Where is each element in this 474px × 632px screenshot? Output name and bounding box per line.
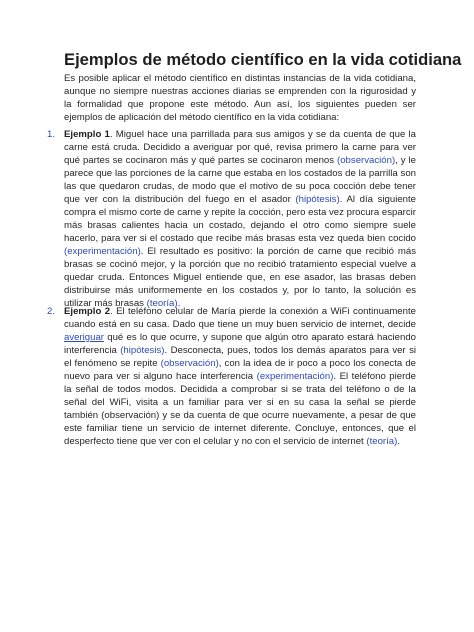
keyword-link-averiguar[interactable]: averiguar xyxy=(64,332,104,343)
keyword-experimentation: (experimentación) xyxy=(256,371,334,382)
keyword-experimentation: (experimentación) xyxy=(64,246,141,257)
example-2-text-part: . Desconecta, pues, todos los demás aparatos para ver si el fenómeno se repite xyxy=(64,345,416,369)
example-2-text-part: , con la idea de ir poco a poco los conecta de nuevo para ver si alguno hace interferencia xyxy=(64,358,416,382)
example-1 xyxy=(47,128,416,310)
example-2-text-part: . El teléfono pierde la señal de todos modos. Decidida a comprobar si se trata del teléfono o de la señal del WiFi, visita a un familiar para ver si en su casa la señal se pierde también (observación) y se da cuenta de que ocurre nuevamente, a pesar de que este familiar tiene un servicio de internet diferente. Concluye, entonces, que el desperfecto tiene que ver con el celular y no con el servicio de internet xyxy=(64,371,416,447)
example-1-text-part: , y le parece que las porciones de la carne que estaba en los costados de la parrilla son las que quedaron crudas, de modo que el motivo de su poca cocción debe tener que ver con la distribución del fuego en el asador xyxy=(64,155,416,205)
example-1-text-part: . El resultado es positivo: la porción de carne que recibió más brasas se cocinó mejor, y la porción que no recibió tratamiento especial vuelve a quedar cruda. Entonces Miguel entiende que, en ese asador, las brasas deben distribuirse más uniformemente en los costados y, por lo tanto, la solución es utilizar más brasas xyxy=(64,246,416,309)
example-1-text-part: . Al día siguiente compra el mismo corte de carne y repite la cocción, pero esta vez procura esparcir más brasas calientes hacia un costado, dejando el otro como siempre suele hacerlo, para ver si el costado que recibe más brasas esta vez queda bien cocido xyxy=(64,194,416,244)
example-2-text-part: . xyxy=(397,436,400,447)
list-number: 2. xyxy=(47,306,56,317)
keyword-theory: (teoría) xyxy=(146,298,178,309)
keyword-observation: (observación) xyxy=(337,155,396,166)
example-2 xyxy=(47,305,416,448)
keyword-hypothesis: (hipótesis) xyxy=(295,194,340,205)
example-1-label: Ejemplo 1 xyxy=(64,129,110,140)
example-2-label: Ejemplo 2 xyxy=(64,306,111,317)
example-1-text-part: . Miguel hace una parrillada para sus amigos y se da cuenta de que la carne está cruda. Decidido a averiguar por qué, revisa primero la carne para ver qué partes se cocinaron más y qué partes se cocinaron menos xyxy=(64,129,416,166)
keyword-theory: (teoría) xyxy=(366,436,398,447)
example-2-text-part: . El teléfono celular de María pierde la conexión a WiFi continuamente cuando está en su casa. Dado que tiene un muy buen servicio de internet, decide xyxy=(64,306,416,330)
example-1-text xyxy=(64,128,416,310)
example-2-text-part: qué es lo que ocurre, y supone que algún otro aparato estará haciendo interferencia xyxy=(64,332,416,356)
intro-paragraph: Es posible aplicar el método científico en distintas instancias de la vida cotidiana, aunque no siempre nuestras acciones diarias se emprenden con la rigurosidad y la formalidad que propone este método. Aun así, los siguientes pueden ser ejemplos de aplicación del método científico en la vida cotidiana: xyxy=(64,73,416,123)
example-1-text-part: . xyxy=(177,298,181,309)
list-number: 1. xyxy=(47,129,56,140)
example-2-text xyxy=(64,305,416,448)
keyword-hypothesis: (hipótesis) xyxy=(120,345,165,356)
keyword-observation: (observación) xyxy=(160,358,219,369)
page-title: Ejemplos de método científico en la vida cotidiana xyxy=(64,50,462,69)
